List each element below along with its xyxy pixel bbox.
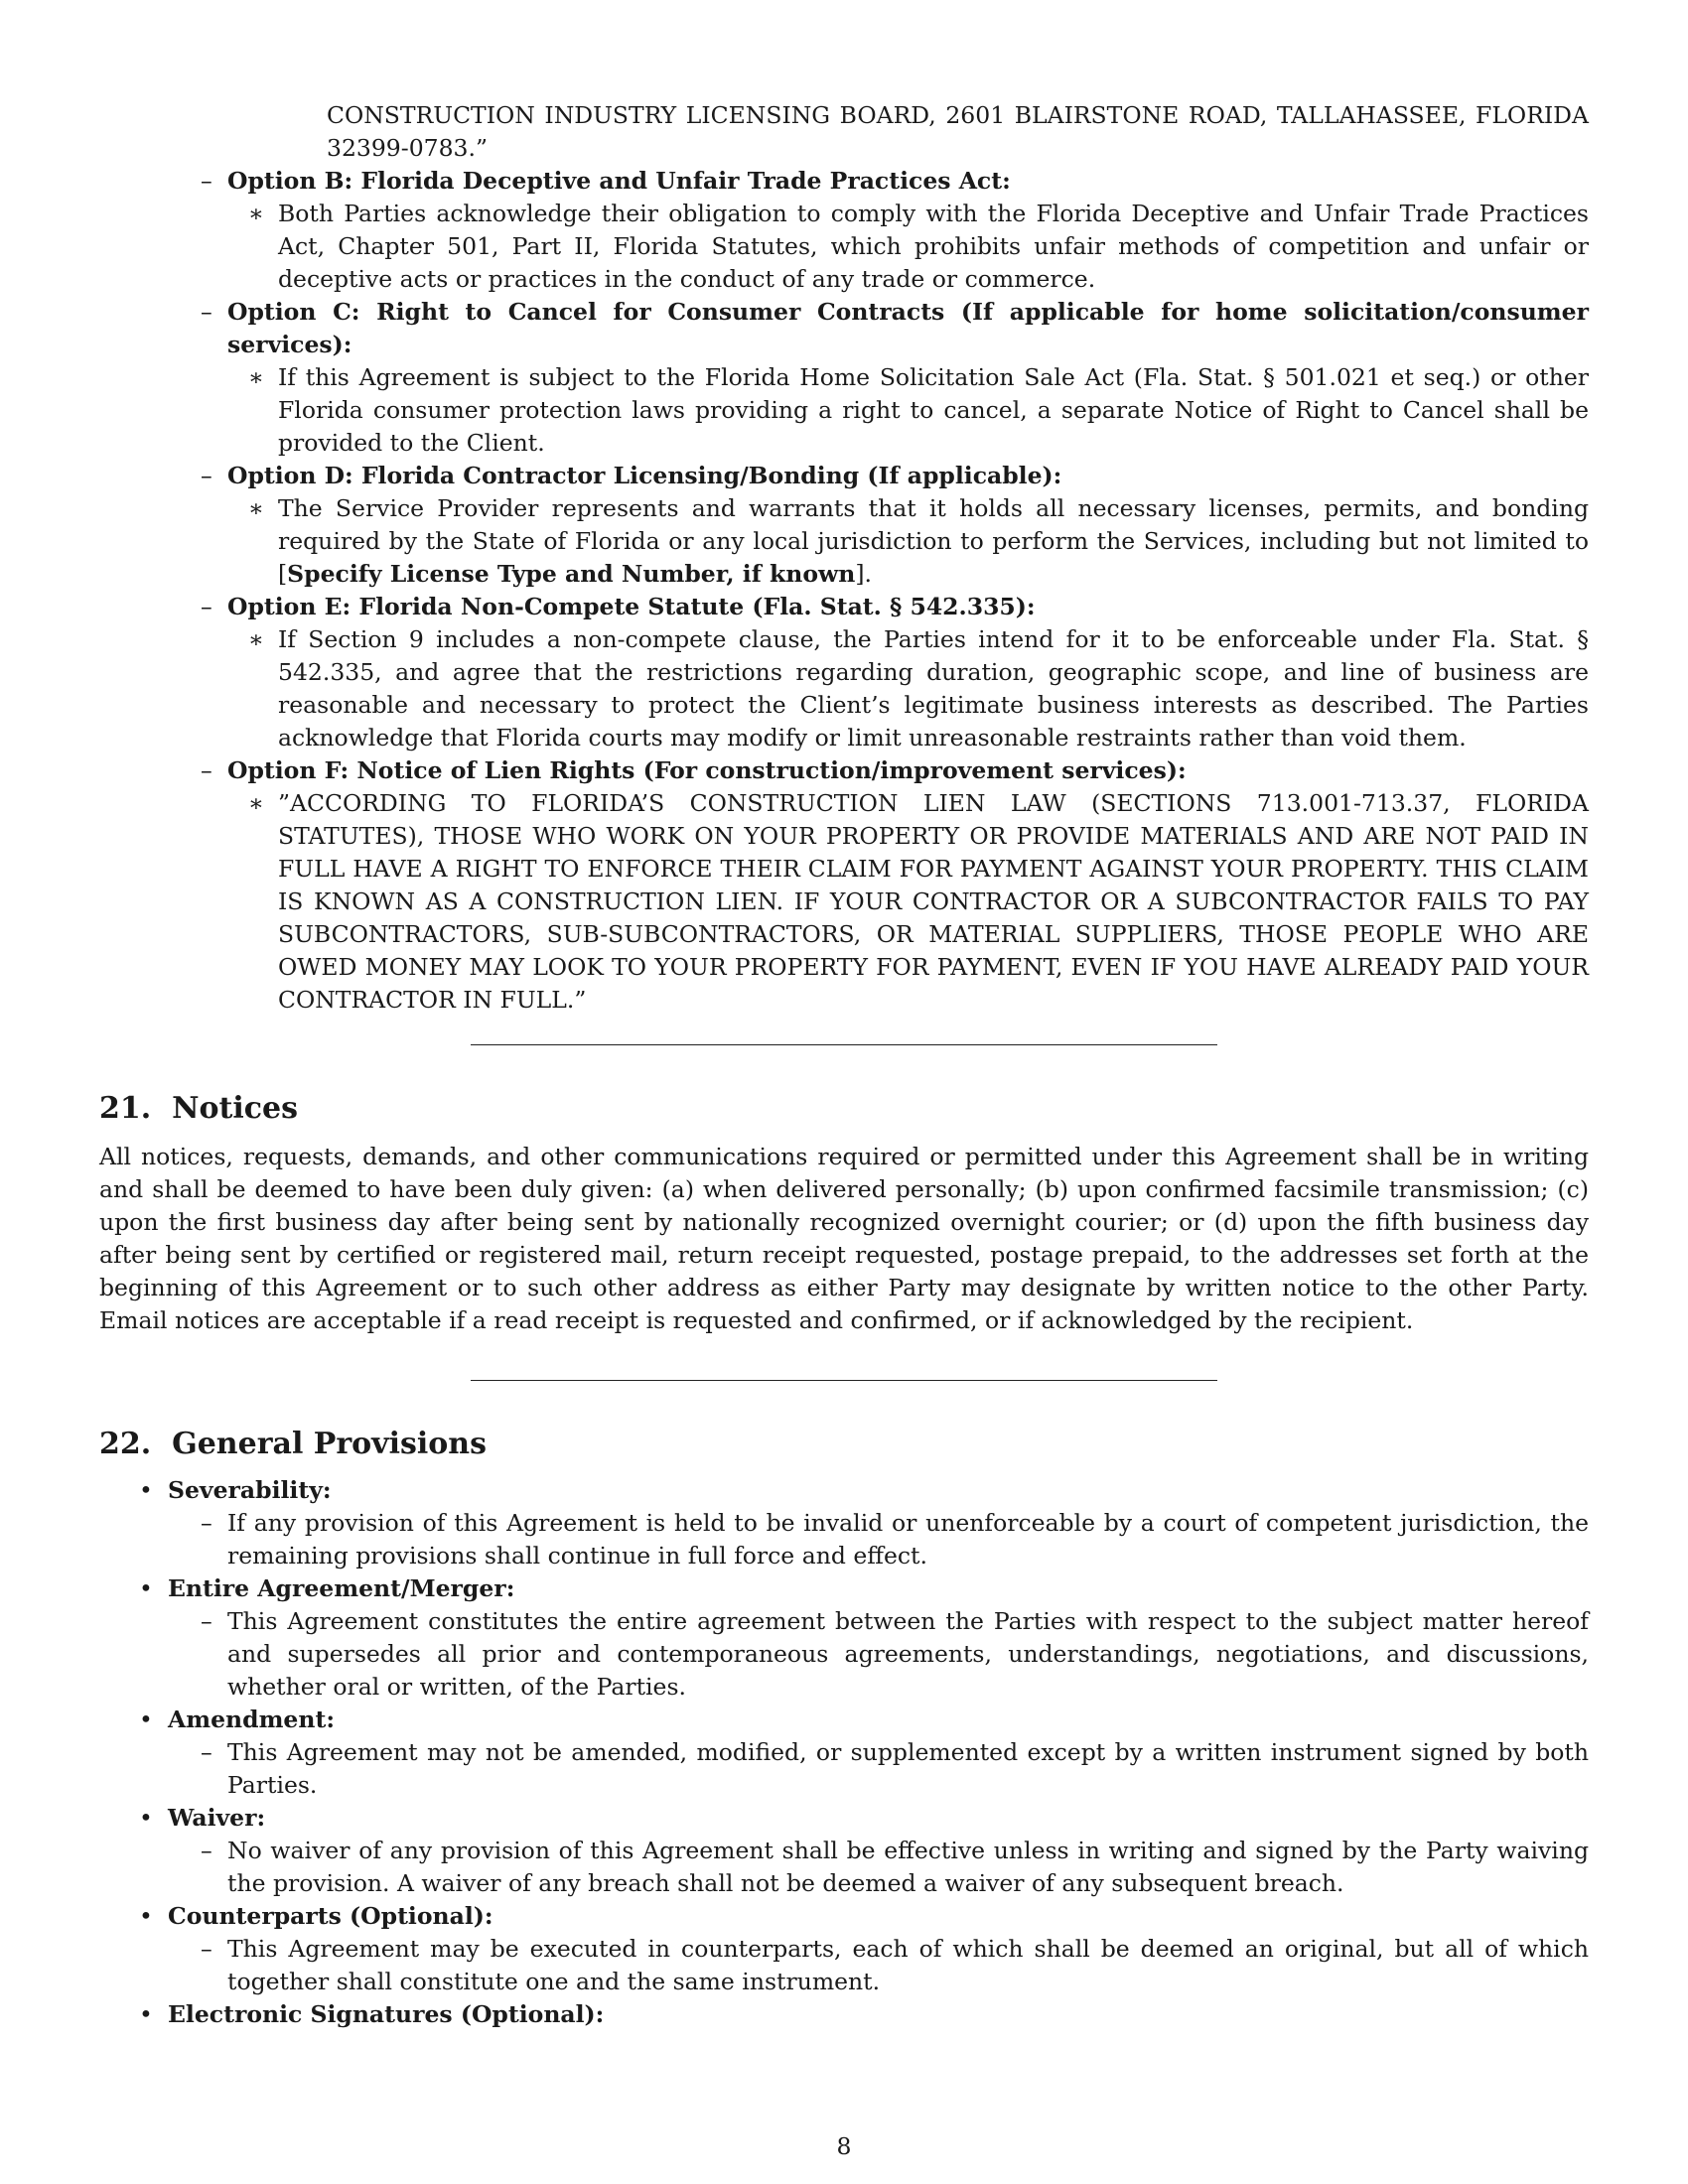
provision-text: This Agreement constitutes the entire agreement between the Parties with respect to the subject matter hereof and supersedes all prior and contemporaneous agreements, understandings, negotiations, and discussions, whether oral or written, of the Parties. [227, 1607, 1589, 1701]
option-f-heading [99, 754, 1589, 787]
option-f-item [99, 787, 1589, 1017]
option-d-text-after: ]. [855, 560, 872, 588]
provision-text-item [99, 1933, 1589, 1998]
provision-item [99, 1704, 1589, 1736]
option-e-label: Option E: Florida Non-Compete Statute (Fla. Stat. § 542.335): [227, 593, 1036, 620]
option-e-text: If Section 9 includes a non-compete clause, the Parties intend for it to be enforceable under Fla. Stat. § 542.335, and agree that the restrictions regarding duration, geographic scope, and line of business are reasonable and necessary to protect the Client’s legitimate business interests as described. The Parties acknowledge that Florida courts may modify or limit unreasonable restraints rather than void them. [278, 625, 1589, 751]
section-divider [471, 1380, 1217, 1381]
option-d-heading [99, 460, 1589, 492]
option-d-label: Option D: Florida Contractor Licensing/Bonding (If applicable): [227, 462, 1062, 489]
page-number: 8 [836, 2132, 852, 2160]
provision-text: No waiver of any provision of this Agreement shall be effective unless in writing and signed by the Party waiving the provision. A waiver of any breach shall not be deemed a waiver of any subsequent breach. [227, 1837, 1589, 1897]
section-21-number: 21. [99, 1091, 152, 1126]
bullet-marker: • [139, 1902, 153, 1930]
provision-text: This Agreement may be executed in counterparts, each of which shall be deemed an original, but all of which together shall constitute one and the same instrument. [227, 1935, 1589, 1995]
document-page [99, 99, 1589, 2031]
bullet-marker: • [139, 1476, 153, 1504]
section-22-heading [99, 1425, 1589, 1464]
option-c-text: If this Agreement is subject to the Florida Home Solicitation Sale Act (Fla. Stat. § 501.021 et seq.) or other Florida consumer protection laws providing a right to cancel, a separate Notice of Right to Cancel shall be provided to the Client. [278, 363, 1589, 457]
provision-text-item [99, 1507, 1589, 1572]
lien-notice-continuation: CONSTRUCTION INDUSTRY LICENSING BOARD, 2601 BLAIRSTONE ROAD, TALLAHASSEE, FLORIDA 32399-0783.” [327, 101, 1589, 162]
provision-label: Counterparts (Optional): [168, 1902, 493, 1930]
option-f-label: Option F: Notice of Lien Rights (For construction/improvement services): [227, 756, 1187, 784]
bullet-marker: • [139, 1574, 153, 1602]
provision-label: Electronic Signatures (Optional): [168, 2000, 605, 2028]
provision-item [99, 1900, 1589, 1933]
option-f-text: ”ACCORDING TO FLORIDA’S CONSTRUCTION LIEN LAW (SECTIONS 713.001-713.37, FLORIDA STATUTES), THOSE WHO WORK ON YOUR PROPERTY OR PROVIDE MATERIALS AND ARE NOT PAID IN FULL HAVE A RIGHT TO ENFORCE THEIR CLAIM FOR PAYMENT AGAINST YOUR PROPERTY. THIS CLAIM IS KNOWN AS A CONSTRUCTION LIEN. IF YOUR CONTRACTOR OR A SUBCONTRACTOR FAILS TO PAY SUBCONTRACTORS, SUB-SUBCONTRACTORS, OR MATERIAL SUPPLIERS, THOSE PEOPLE WHO ARE OWED MONEY MAY LOOK TO YOUR PROPERTY FOR PAYMENT, EVEN IF YOU HAVE ALREADY PAID YOUR CONTRACTOR IN FULL.” [278, 789, 1589, 1014]
option-e-item [99, 623, 1589, 754]
star-marker: ∗ [248, 200, 264, 227]
option-b-item [99, 198, 1589, 296]
dash-marker: – [201, 462, 212, 489]
star-marker: ∗ [248, 789, 264, 817]
option-c-heading [99, 296, 1589, 361]
dash-marker: – [201, 1837, 212, 1864]
provision-label: Entire Agreement/Merger: [168, 1574, 515, 1602]
section-22-number: 22. [99, 1427, 152, 1461]
option-b-text: Both Parties acknowledge their obligation to comply with the Florida Deceptive and Unfair Trade Practices Act, Chapter 501, Part II, Florida Statutes, which prohibits unfair methods of competition and unfair or deceptive acts or practices in the conduct of any trade or commerce. [278, 200, 1589, 293]
provision-text-item [99, 1736, 1589, 1802]
dash-marker: – [201, 167, 212, 195]
star-marker: ∗ [248, 494, 264, 522]
section-21-body: All notices, requests, demands, and other communications required or permitted under this Agreement shall be in writing and shall be deemed to have been duly given: (a) when delivered personally; (b) upon confirmed facsimile transmission; (c) upon the first business day after being sent by nationally recognized overnight courier; or (d) upon the fifth business day after being sent by certified or registered mail, return receipt requested, postage prepaid, to the addresses set forth at the beginning of this Agreement or to such other address as either Party may designate by written notice to the other Party. Email notices are acceptable if a read receipt is requested and confirmed, or if acknowledged by the recipient. [99, 1143, 1589, 1334]
option-d-placeholder: Specify License Type and Number, if known [287, 560, 856, 588]
bullet-marker: • [139, 1706, 153, 1733]
section-22-title: General Provisions [172, 1427, 487, 1461]
dash-marker: – [201, 1509, 212, 1537]
option-e-heading [99, 591, 1589, 623]
dash-marker: – [201, 298, 212, 326]
dash-marker: – [201, 756, 212, 784]
dash-marker: – [201, 1935, 212, 1963]
bullet-marker: • [139, 1804, 153, 1832]
provision-label: Waiver: [168, 1804, 266, 1832]
section-21-heading [99, 1089, 1589, 1129]
provision-item [99, 1998, 1589, 2031]
provision-label: Severability: [168, 1476, 332, 1504]
option-b-label: Option B: Florida Deceptive and Unfair Trade Practices Act: [227, 167, 1011, 195]
star-marker: ∗ [248, 363, 264, 391]
section-21-title: Notices [172, 1091, 299, 1126]
dash-marker: – [201, 1738, 212, 1766]
star-marker: ∗ [248, 625, 264, 653]
provision-item [99, 1474, 1589, 1507]
provision-label: Amendment: [168, 1706, 335, 1733]
provision-text: If any provision of this Agreement is held to be invalid or unenforceable by a court of competent jurisdiction, the remaining provisions shall continue in full force and effect. [227, 1509, 1589, 1570]
provision-item [99, 1802, 1589, 1835]
bullet-marker: • [139, 2000, 153, 2028]
provision-text-item [99, 1835, 1589, 1900]
section-divider [471, 1044, 1217, 1045]
option-c-item [99, 361, 1589, 460]
option-b-heading [99, 165, 1589, 198]
dash-marker: – [201, 1607, 212, 1635]
dash-marker: – [201, 593, 212, 620]
provision-text: This Agreement may not be amended, modified, or supplemented except by a written instrument signed by both Parties. [227, 1738, 1589, 1799]
option-c-label: Option C: Right to Cancel for Consumer Contracts (If applicable for home solicitation/consumer services): [227, 298, 1589, 358]
option-d-text-before: The Service Provider represents and warrants that it holds all necessary licenses, permits, and bonding required by the State of Florida or any local jurisdiction to perform the Services, including but not limited to [ [278, 494, 1589, 588]
provision-text-item [99, 1605, 1589, 1704]
provision-item [99, 1572, 1589, 1605]
option-d-item [99, 492, 1589, 591]
